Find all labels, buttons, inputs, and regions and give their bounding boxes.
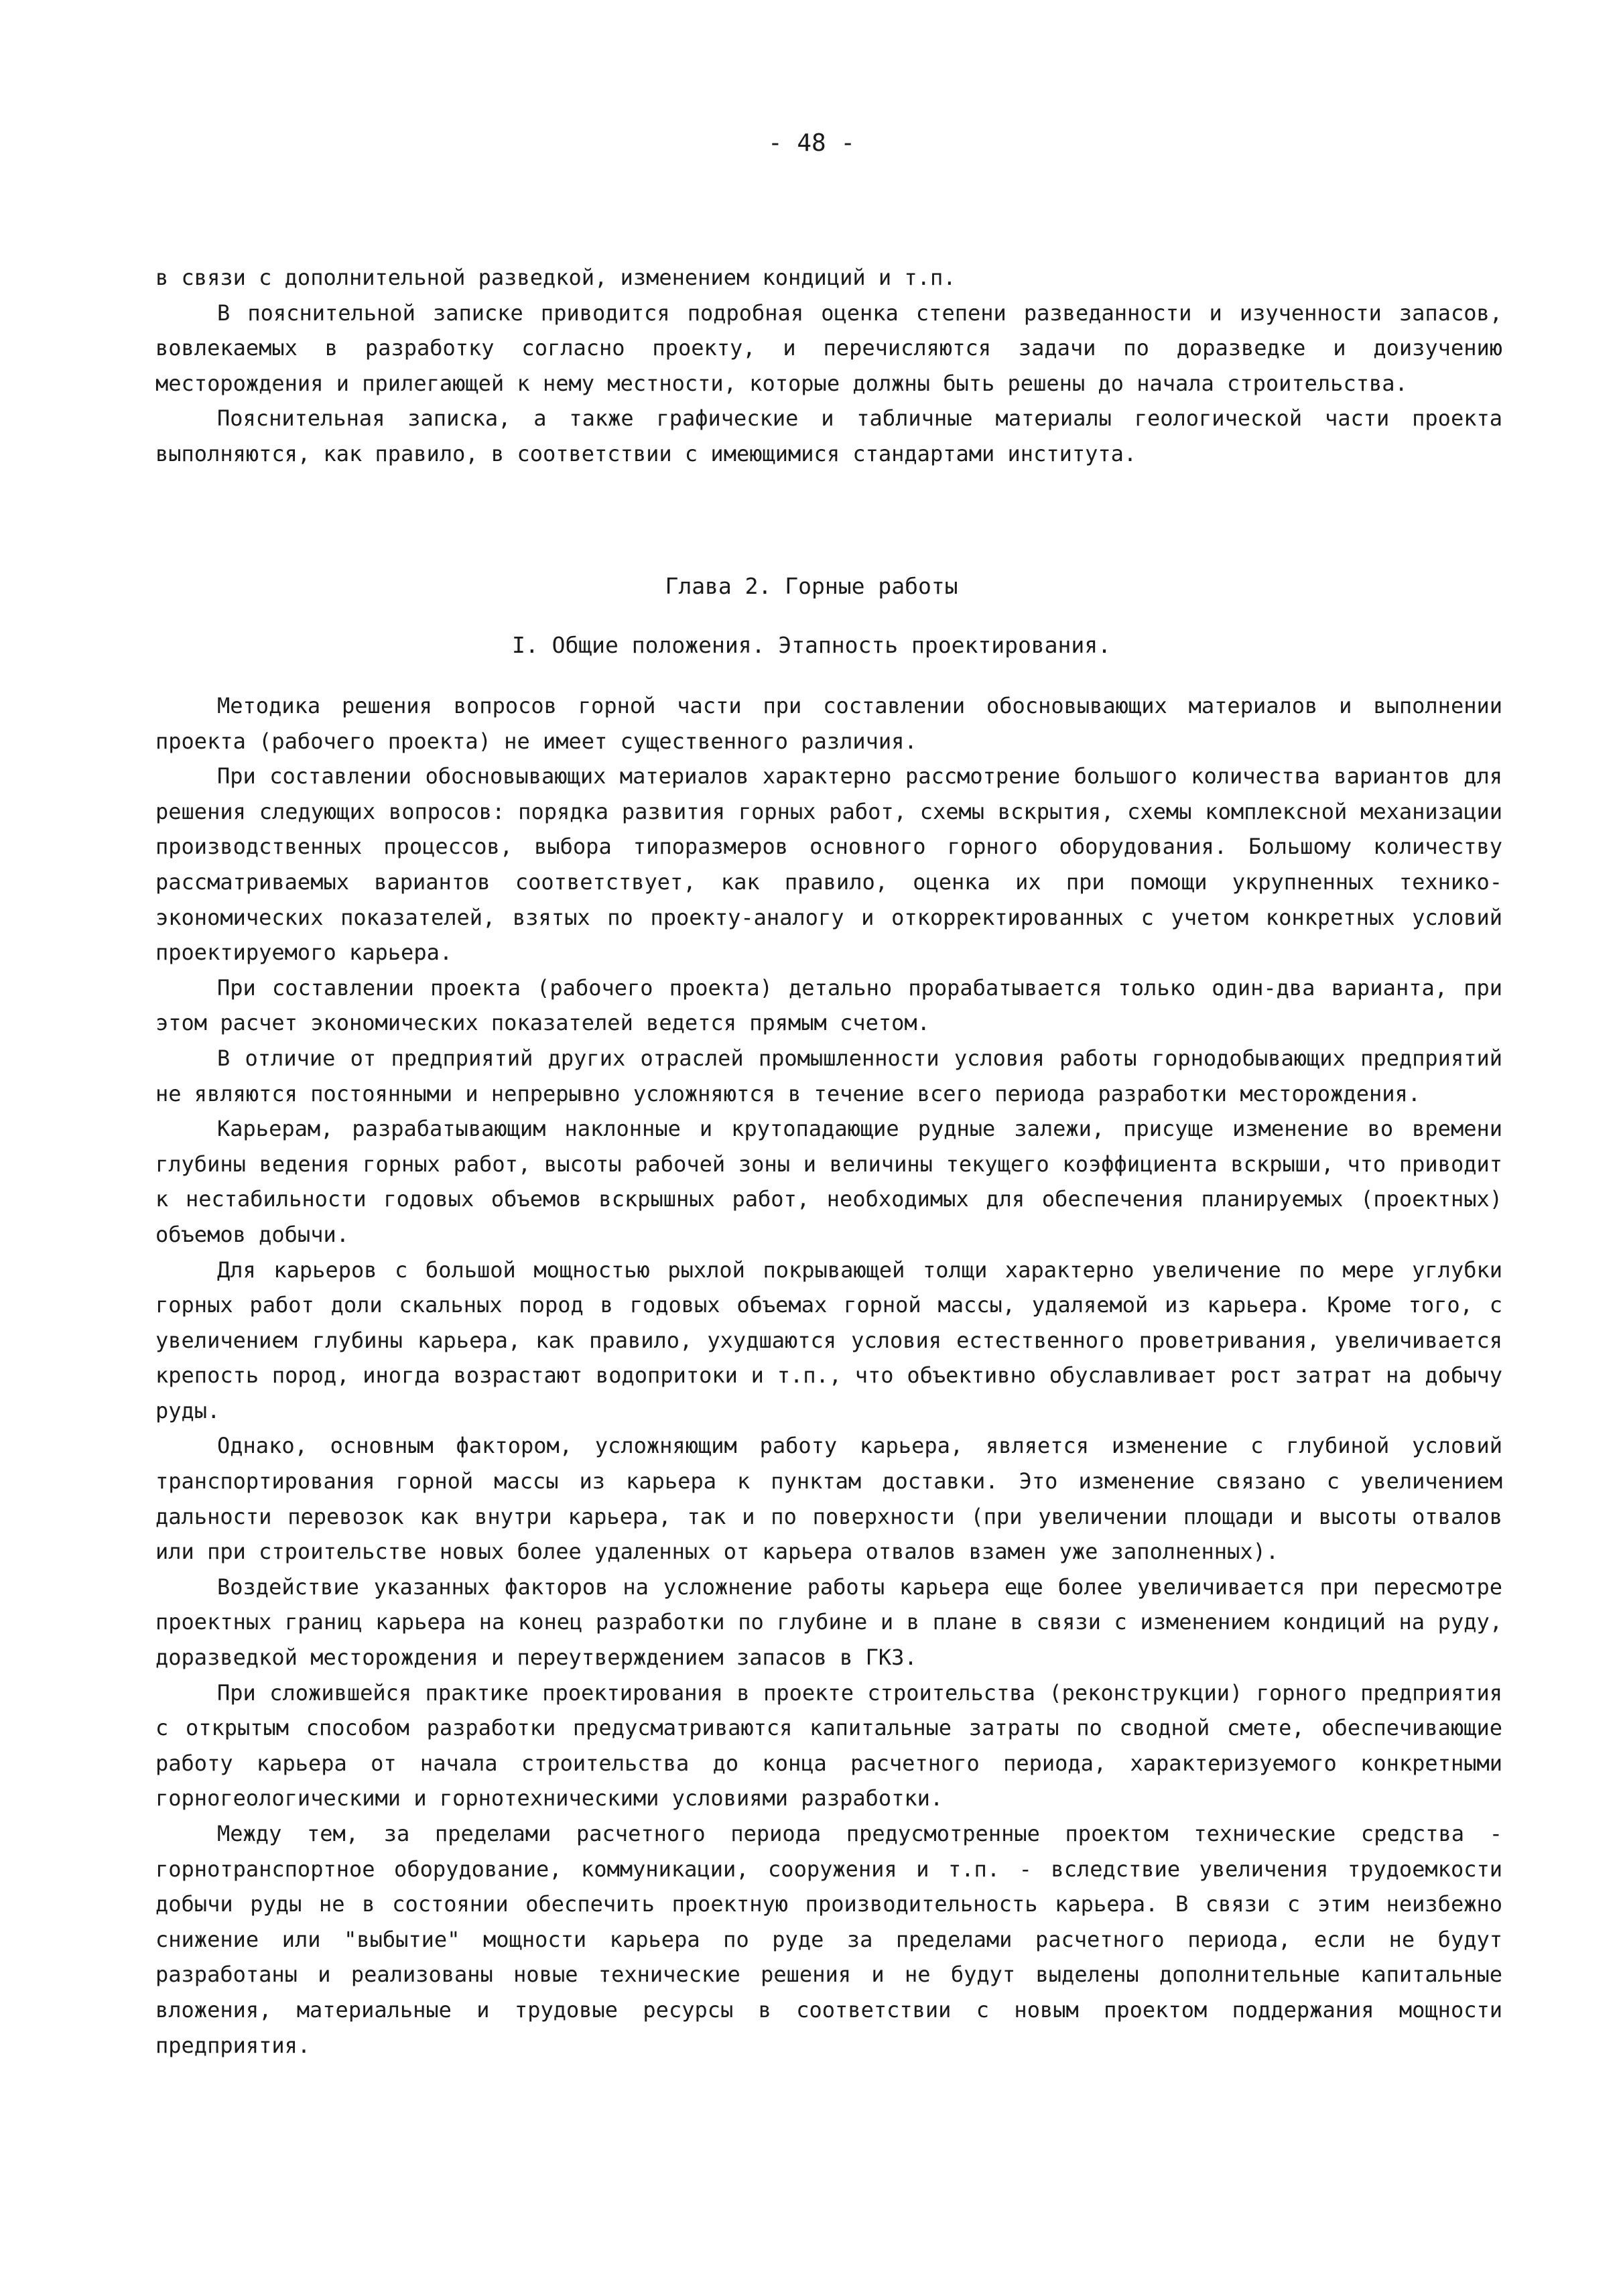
- paragraph: При сложившейся практике проектирования в проекте строительства (реконструкции) горного предприятия с открытым способом разработки предусматриваются капитальные затраты по сводной смете, обеспечивающие работу карьера от начала строительства до конца расчетного периода, характеризуемого конкретными горногеологическими и горнотехническими условиями разработки.: [155, 1679, 1502, 1811]
- paragraph: Пояснительная записка, а также графические и табличные материалы геологической части проекта выполняются, как правило, в соответствии с имеющимися стандартами института.: [155, 405, 1502, 466]
- chapter-title: Глава 2. Горные работы: [665, 573, 958, 599]
- page-number: - 48 -: [767, 129, 856, 157]
- paragraph: При составлении обосновывающих материалов характерно рассмотрение большого количества вариантов для решения следующих вопросов: порядка развития горных работ, схемы вскрытия, схемы комплексной механизации производственных процессов, выбора типоразмеров основного горного оборудования. Большому количеству рассматриваемых вариантов соответствует, как правило, оценка их при помощи укрупненных технико-экономических показателей, взятых по проекту-аналогу и откорректированных с учетом конкретных условий проектируемого карьера.: [155, 763, 1502, 966]
- paragraph: в связи с дополнительной разведкой, изменением кондиций и т.п.: [155, 265, 956, 290]
- paragraph: Для карьеров с большой мощностью рыхлой покрывающей толщи характерно увеличение по мере углубки горных работ доли скальных пород в годовых объемах горной массы, удаляемой из карьера. Кроме того, с увеличением глубины карьера, как правило, ухудшаются условия естественного проветривания, увеличивается крепость пород, иногда возрастают водопритоки и т.п., что объективно обуславливает рост затрат на добычу руды.: [155, 1257, 1502, 1423]
- paragraph: В отличие от предприятий других отраслей промышленности условия работы горнодобывающих предприятий не являются постоянными и непрерывно усложняются в течение всего периода разработки месторождения.: [155, 1045, 1502, 1106]
- paragraph: Однако, основным фактором, усложняющим работу карьера, является изменение с глубиной условий транспортирования горной массы из карьера к пунктам доставки. Это изменение связано с увеличением дальности перевозок как внутри карьера, так и по поверхности (при увеличении площади и высоты отвалов или при строительстве новых более удаленных от карьера отвалов взамен уже заполненных).: [155, 1433, 1502, 1565]
- paragraph: В пояснительной записке приводится подробная оценка степени разведанности и изученности запасов, вовлекаемых в разработку согласно проекту, и перечисляются задачи по доразведке и доизучению месторождения и прилегающей к нему местности, которые должны быть решены до начала строительства.: [155, 300, 1502, 396]
- paragraph: Воздействие указанных факторов на усложнение работы карьера еще более увеличивается при пересмотре проектных границ карьера на конец разработки по глубине и в плане в связи с изменением кондиций на руду, доразведкой месторождения и переутверждением запасов в ГКЗ.: [155, 1574, 1502, 1671]
- paragraph: Методика решения вопросов горной части при составлении обосновывающих материалов и выполнении проекта (рабочего проекта) не имеет существенного различия.: [155, 693, 1502, 754]
- section-title: I. Общие положения. Этапность проектирования.: [511, 632, 1112, 658]
- intro-text-block: [155, 260, 1502, 471]
- section-text-block: [155, 688, 1502, 2063]
- paragraph: При составлении проекта (рабочего проекта) детально прорабатывается только один-два варианта, при этом расчет экономических показателей ведется прямым счетом.: [155, 974, 1502, 1036]
- paragraph: Между тем, за пределами расчетного периода предусмотренные проектом технические средства - горнотранспортное оборудование, коммуникации, сооружения и т.п. - вследствие увеличения трудоемкости добычи руды не в состоянии обеспечить проектную производительность карьера. В связи с этим неизбежно снижение или "выбытие" мощности карьера по руде за пределами расчетного периода, если не будут разработаны и реализованы новые технические решения и не будут выделены дополнительные капитальные вложения, материальные и трудовые ресурсы в соответствии с новым проектом поддержания мощности предприятия.: [155, 1821, 1502, 2058]
- paragraph: Карьерам, разрабатывающим наклонные и крутопадающие рудные залежи, присуще изменение во времени глубины ведения горных работ, высоты рабочей зоны и величины текущего коэффициента вскрыши, что приводит к нестабильности годовых объемов вскрышных работ, необходимых для обеспечения планируемых (проектных) объемов добычи.: [155, 1116, 1502, 1247]
